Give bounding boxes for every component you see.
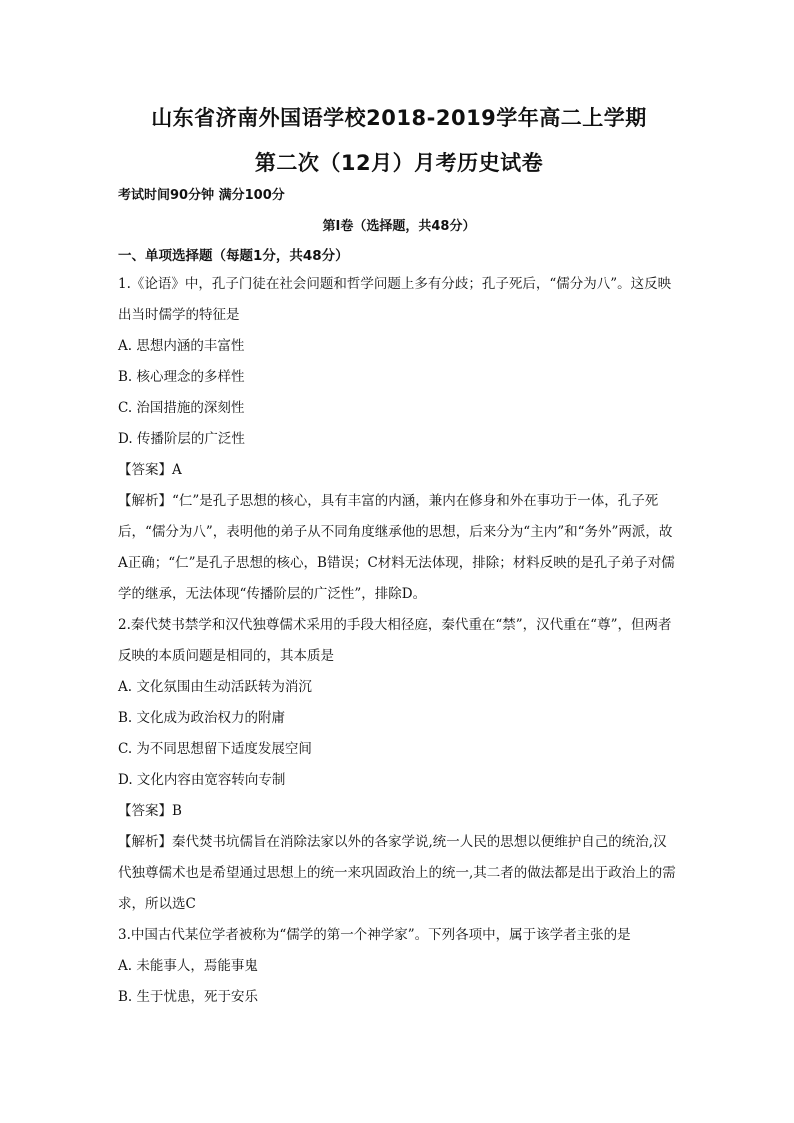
analysis-tag: 【解析】 — [118, 493, 172, 509]
question-stem: 3.中国古代某位学者被称为“儒学的第一个神学家”。下列各项中，属于该学者主张的是 — [118, 927, 631, 943]
option-a: A. 文化氛围由生动活跃转为消沉 — [118, 679, 312, 695]
answer-value: A — [172, 462, 182, 478]
answer-tag: 【答案】 — [118, 803, 172, 819]
question-stem: 1.《论语》中，孔子门徒在社会问题和哲学问题上多有分歧；孔子死后，“儒分为八”。这反映出当时儒学的特征是 — [118, 276, 672, 323]
analysis-text: “仁”是孔子思想的核心，具有丰富的内涵，兼内在修身和外在事功于一体，孔子死后，“儒分为八”，表明他的弟子从不同角度继承他的思想，后来分为“主内”和“务外”两派，故A正确；“仁”是孔子思想的核心，B错误；C材料无法体现，排除；材料反映的是孔子弟子对儒学的继承，无法体现“传播阶层的广泛性”，排除D。 — [118, 493, 675, 602]
option-c: C. 为不同思想留下适度发展空间 — [118, 741, 312, 757]
question-stem: 2.秦代焚书禁学和汉代独尊儒术采用的手段大相径庭，秦代重在“禁”，汉代重在“尊”，但两者反映的本质问题是相同的，其本质是 — [118, 617, 672, 664]
option-a: A. 未能事人，焉能事鬼 — [118, 958, 258, 974]
option-b: B. 生于忧患，死于安乐 — [118, 989, 259, 1005]
document-page — [118, 98, 680, 1013]
option-d: D. 传播阶层的广泛性 — [118, 431, 245, 447]
analysis-tag: 【解析】 — [118, 834, 172, 850]
analysis — [118, 486, 680, 610]
volume-title: 第Ⅰ卷（选择题，共48分） — [322, 219, 476, 234]
question-2 — [118, 610, 680, 920]
answer-value: B — [172, 803, 182, 819]
part-title: 一、单项选择题（每题1分，共48分） — [118, 248, 349, 264]
option-a: A. 思想内涵的丰富性 — [118, 338, 245, 354]
exam-info: 考试时间90分钟 满分100分 — [118, 188, 285, 203]
option-b: B. 核心理念的多样性 — [118, 369, 245, 385]
option-c: C. 治国措施的深刻性 — [118, 400, 245, 416]
analysis — [118, 827, 680, 920]
answer — [118, 796, 680, 827]
document-title-line2: 第二次（12月）月考历史试卷 — [254, 151, 544, 175]
question-1 — [118, 269, 680, 610]
question-3 — [118, 920, 680, 1013]
option-b: B. 文化成为政治权力的附庸 — [118, 710, 286, 726]
answer-tag: 【答案】 — [118, 462, 172, 478]
analysis-text: 秦代焚书坑儒旨在消除法家以外的各家学说,统一人民的思想以便维护自己的统治,汉代独尊儒术也是希望通过思想上的统一来巩固政治上的统一,其二者的做法都是出于政治上的需求，所以选C — [118, 834, 676, 912]
option-d: D. 文化内容由宽容转向专制 — [118, 772, 286, 788]
answer — [118, 455, 680, 486]
document-title-line1: 山东省济南外国语学校2018-2019学年高二上学期 — [151, 106, 647, 130]
